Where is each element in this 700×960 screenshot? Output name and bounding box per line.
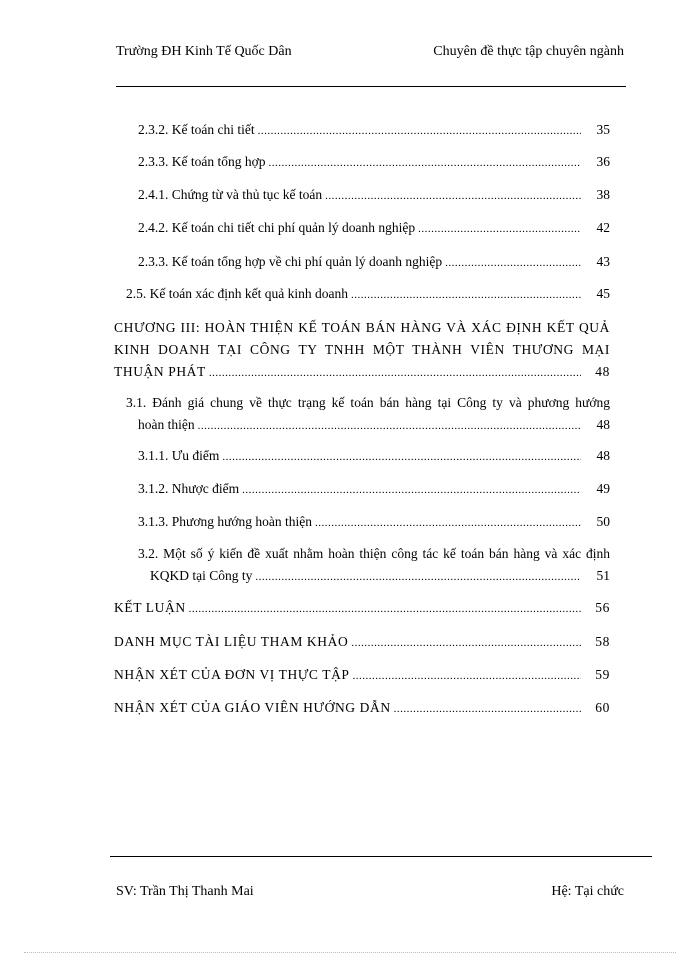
footer-program: Hệ: Tại chức xyxy=(551,884,624,899)
toc-entry-page: 49 xyxy=(596,481,610,496)
toc-entry-label-line: CHƯƠNG III: HOÀN THIỆN KẾ TOÁN BÁN HÀNG VÀ XÁC ĐỊNH KẾT QUẢ xyxy=(114,320,610,335)
toc-entry xyxy=(138,543,610,588)
toc-leader xyxy=(351,284,581,306)
toc-leader xyxy=(258,120,581,142)
toc-entry-page: 48 xyxy=(596,448,610,463)
toc-entry-page: 35 xyxy=(596,122,610,137)
toc-entry-page: 36 xyxy=(596,154,610,169)
toc-entry xyxy=(114,664,610,687)
toc-entry xyxy=(114,597,610,620)
toc-entry xyxy=(114,631,610,654)
toc-entry xyxy=(138,445,610,468)
toc-entry-page: 58 xyxy=(595,634,610,649)
toc-entry-label: DANH MỤC TÀI LIỆU THAM KHẢO xyxy=(114,634,349,649)
toc-entry xyxy=(138,251,610,274)
toc-entry xyxy=(114,697,610,720)
toc-entry-label: 3.1.1. Ưu điểm xyxy=(138,448,220,463)
toc-entry-page: 42 xyxy=(596,220,610,235)
toc-entry-page: 50 xyxy=(596,514,610,529)
toc-leader xyxy=(325,185,581,207)
toc-leader xyxy=(315,512,581,534)
toc-entry xyxy=(126,283,610,306)
toc-entry-label: 2.4.2. Kế toán chi tiết chi phí quản lý doanh nghiệp xyxy=(138,220,416,235)
toc-entry-label-line: KQKD tại Công ty xyxy=(150,568,253,583)
toc-entry-label: 2.3.2. Kế toán chi tiết xyxy=(138,122,255,137)
toc-entry xyxy=(138,217,610,240)
toc-entry-page: 48 xyxy=(596,417,610,432)
toc-entry-label: 2.3.3. Kế toán tổng hợp về chi phí quản lý doanh nghiệp xyxy=(138,254,443,269)
toc-leader xyxy=(394,698,581,720)
toc-leader xyxy=(351,632,581,654)
page-bottom-border xyxy=(24,952,676,953)
page-footer xyxy=(116,884,624,904)
toc-entry-label: 2.3.3. Kế toán tổng hợp xyxy=(138,154,266,169)
toc-entry xyxy=(138,478,610,501)
toc-entry-page: 56 xyxy=(595,600,610,615)
toc-entry-label-line: hoàn thiện xyxy=(138,417,195,432)
toc-leader xyxy=(222,446,581,468)
toc-entry-page: 59 xyxy=(595,667,610,682)
toc-entry-page: 60 xyxy=(595,700,610,715)
toc-entry-label: KẾT LUẬN xyxy=(114,600,186,615)
toc-leader xyxy=(198,415,581,437)
toc-leader xyxy=(209,362,581,384)
toc-leader xyxy=(189,598,581,620)
toc-leader xyxy=(255,566,581,588)
toc-entry-page: 48 xyxy=(595,364,610,379)
toc-entry-page: 51 xyxy=(596,568,610,583)
toc-entry xyxy=(126,392,610,437)
toc-leader xyxy=(353,665,581,687)
toc-leader xyxy=(269,152,582,174)
toc-entry-page: 43 xyxy=(596,254,610,269)
toc-entry-label: 2.4.1. Chứng từ và thủ tục kế toán xyxy=(138,187,323,202)
toc-entry-label: 2.5. Kế toán xác định kết quả kinh doanh xyxy=(126,286,348,301)
header-school: Trường ĐH Kinh Tế Quốc Dân xyxy=(116,44,292,59)
toc-entry xyxy=(138,119,610,142)
header-divider xyxy=(116,86,626,87)
toc-entry xyxy=(138,184,610,207)
header-subject: Chuyên đề thực tập chuyên ngành xyxy=(433,44,624,59)
toc-entry-page: 38 xyxy=(596,187,610,202)
toc-chapter-entry xyxy=(114,317,610,384)
toc-leader xyxy=(445,252,581,274)
toc-entry-label-line: KINH DOANH TẠI CÔNG TY TNHH MỘT THÀNH VIÊN THƯƠNG MẠI xyxy=(114,342,610,357)
toc-entry-label-line: THUẬN PHÁT xyxy=(114,364,206,379)
toc-leader xyxy=(418,218,581,240)
toc-entry-label-line: 3.2. Một số ý kiến đề xuất nhằm hoàn thiện công tác kế toán bán hàng và xác định xyxy=(138,546,610,561)
toc-entry-page: 45 xyxy=(596,286,610,301)
footer-divider xyxy=(110,856,652,857)
toc-entry-label: 3.1.3. Phương hướng hoàn thiện xyxy=(138,514,313,529)
toc-entry-label: NHẬN XÉT CỦA GIÁO VIÊN HƯỚNG DẪN xyxy=(114,700,391,715)
toc-leader xyxy=(242,479,581,501)
toc-entry-label: NHẬN XÉT CỦA ĐƠN VỊ THỰC TẬP xyxy=(114,667,350,682)
toc-entry xyxy=(138,511,610,534)
toc-entry-label: 3.1.2. Nhược điểm xyxy=(138,481,240,496)
toc-entry-label-line: 3.1. Đánh giá chung về thực trạng kế toán bán hàng tại Công ty và phương hướng xyxy=(126,395,610,410)
toc-entry xyxy=(138,151,610,174)
page-header xyxy=(116,44,624,66)
footer-student: SV: Trần Thị Thanh Mai xyxy=(116,884,254,899)
